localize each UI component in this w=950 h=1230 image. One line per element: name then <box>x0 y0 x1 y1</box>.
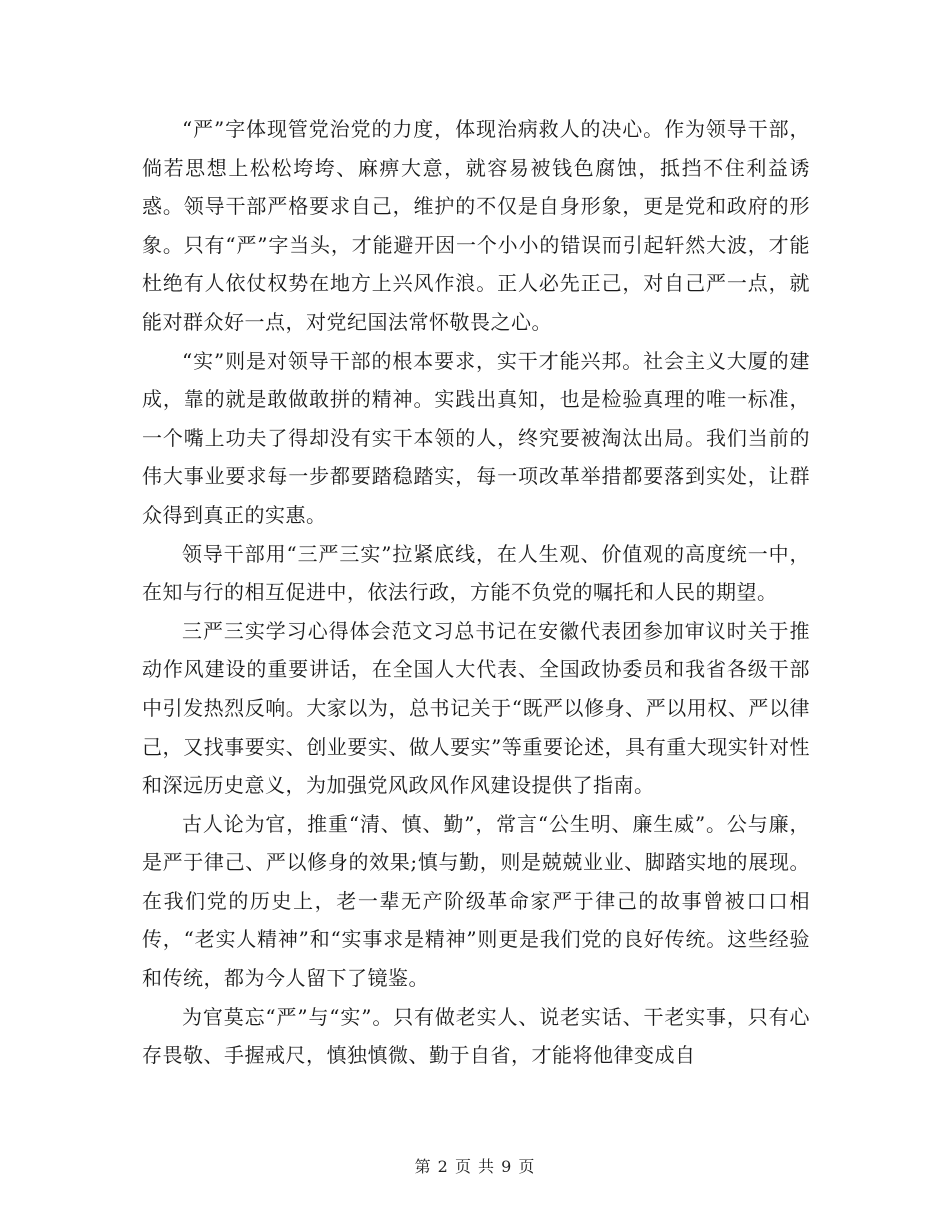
page-number-footer: 第 2 页 共 9 页 <box>414 1157 536 1176</box>
paragraph-2: “实”则是对领导干部的根本要求，实干才能兴邦。社会主义大厦的建成，靠的就是敢做敢拼的精神。实践出真知，也是检验真理的唯一标准，一个嘴上功夫了得却没有实干本领的人，终究要被淘汰出局。我们当前的伟大事业要求每一步都要踏稳踏实，每一项改革举措都要落到实处，让群众得到真正的实惠。 <box>142 348 810 527</box>
paragraph-6: 为官莫忘“严”与“实”。只有做老实人、说老实话、干老实事，只有心存畏敬、手握戒尺，慎独慎微、勤于自省，才能将他律变成自 <box>142 1004 810 1068</box>
paragraph-1: “严”字体现管党治党的力度，体现治病救人的决心。作为领导干部，倘若思想上松松垮垮、麻痹大意，就容易被钱色腐蚀，抵挡不住利益诱惑。领导干部严格要求自己，维护的不仅是自身形象，更是党和政府的形象。只有“严”字当头，才能避开因一个小小的错误而引起轩然大波，才能杜绝有人依仗权势在地方上兴风作浪。正人必先正己，对自己严一点，就能对群众好一点，对党纪国法常怀敬畏之心。 <box>142 117 810 334</box>
paragraph-5: 古人论为官，推重“清、慎、勤”，常言“公生明、廉生威”。公与廉，是严于律己、严以修身的效果;慎与勤，则是兢兢业业、脚踏实地的展现。在我们党的历史上，老一辈无产阶级革命家严于律己的故事曾被口口相传，“老实人精神”和“实事求是精神”则更是我们党的良好传统。这些经验和传统，都为今人留下了镜鉴。 <box>142 811 810 991</box>
paragraph-3: 领导干部用“三严三实”拉紧底线，在人生观、价值观的高度统一中，在知与行的相互促进中，依法行政，方能不负党的嘱托和人民的期望。 <box>142 541 810 605</box>
paragraph-4: 三严三实学习心得体会范文习总书记在安徽代表团参加审议时关于推动作风建设的重要讲话，在全国人大代表、全国政协委员和我省各级干部中引发热烈反响。大家以为，总书记关于“既严以修身、严以用权、严以律己，又找事要实、创业要实、做人要实”等重要论述，具有重大现实针对性和深远历史意义，为加强党风政风作风建设提供了指南。 <box>142 618 810 798</box>
document-body <box>142 110 810 1075</box>
